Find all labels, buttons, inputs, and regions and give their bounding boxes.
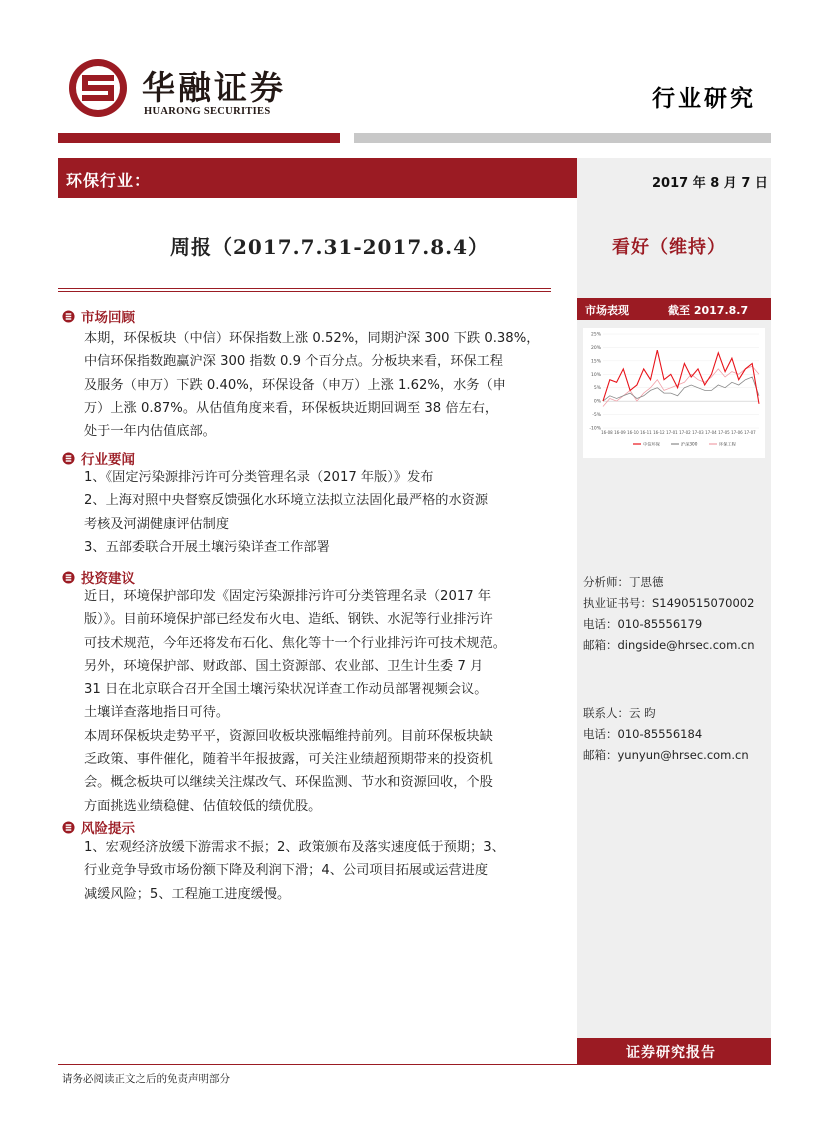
- analyst-name: 丁思德: [629, 575, 664, 589]
- x-tick-label: 17-07: [744, 430, 756, 435]
- x-tick-label: 17-02: [679, 430, 691, 435]
- chart-panel-label: 市场表现: [585, 304, 629, 317]
- contact-name: 云 昀: [629, 706, 656, 720]
- y-tick-label: -10%: [589, 426, 601, 432]
- body-line: 会。概念板块可以继续关注煤改气、环保监测、节水和资源回收，个股: [84, 775, 493, 791]
- body-line: 1、《固定污染源排污许可分类管理名录（2017 年版）》发布: [84, 470, 434, 485]
- section-heading-text: 风险提示: [81, 821, 135, 837]
- rating-label: 看好（维持）: [612, 237, 726, 258]
- series-line: [603, 350, 759, 404]
- tel-label: 电话：: [583, 727, 618, 741]
- section-bullet-icon: [62, 821, 75, 834]
- y-tick-label: 20%: [590, 345, 601, 351]
- report-date: 2017 年 8 月 7 日: [652, 176, 768, 191]
- body-line: 3、五部委联合开展土壤污染详查工作部署: [84, 539, 330, 555]
- tel-number: 010-85556184: [617, 727, 703, 741]
- contact-name-row: [583, 703, 749, 724]
- huarong-logo-icon: [68, 58, 128, 118]
- title-rule-2: [58, 291, 551, 292]
- body-line: 中信环保指数跑赢沪深 300 指数 0.9 个百分点。分板块来看，环保工程: [84, 354, 503, 370]
- mail-address[interactable]: yunyun@hrsec.com.cn: [617, 748, 749, 762]
- footer-band-label: 证券研究报告: [626, 1045, 716, 1061]
- report-title: 周报（2017.7.31-2017.8.4）: [170, 235, 490, 259]
- legend-label: 环保工程: [719, 441, 736, 447]
- contact-mail-row: [583, 745, 749, 766]
- section-heading-industry-news: [62, 448, 135, 468]
- body-line: 近日，环境保护部印发《固定污染源排污许可分类管理名录（2017 年: [84, 589, 492, 604]
- x-tick-label: 17-05: [718, 430, 730, 435]
- analyst-name-row: [583, 572, 755, 593]
- mail-label: 邮箱：: [583, 748, 618, 762]
- body-line: 减缓风险；5、工程施工进度缓慢。: [84, 886, 291, 902]
- x-tick-label: 17-06: [731, 430, 743, 435]
- contact-block: [583, 703, 749, 766]
- section-heading-text: 行业要闻: [81, 452, 135, 468]
- contact-role: 联系人：: [583, 706, 629, 720]
- body-line: 行业竞争导致市场份额下降及利润下滑；4、公司项目拓展或运营进度: [84, 863, 489, 879]
- footer-rule: [58, 1064, 771, 1065]
- section-bullet-icon: [62, 571, 75, 584]
- section-bullet-icon: [62, 310, 75, 323]
- section-body-risk: [84, 836, 551, 906]
- legend-label: 中信环保: [643, 441, 660, 447]
- doc-type-title: 行业研究: [652, 85, 756, 112]
- y-tick-label: -5%: [592, 413, 601, 419]
- section-heading-risk: [62, 817, 135, 837]
- analyst-role: 分析师：: [583, 575, 629, 589]
- mail-address[interactable]: dingside@hrsec.com.cn: [617, 638, 755, 652]
- market-chart-box: [583, 328, 765, 458]
- y-tick-label: 5%: [593, 386, 601, 392]
- analyst-block: [583, 572, 755, 656]
- body-line: 方面挑选业绩稳健、估值较低的绩优股。: [84, 798, 322, 814]
- cert-number: S1490515070002: [652, 596, 755, 610]
- body-line: 及服务（申万）下跌 0.40%，环保设备（申万）上涨 1.62%，水务（申: [84, 377, 506, 393]
- body-line: 万）上涨 0.87%。从估值角度来看，环保板块近期回调至 38 倍左右，: [84, 400, 499, 416]
- y-tick-label: 10%: [590, 372, 601, 378]
- section-body-industry-news: [84, 466, 551, 559]
- disclaimer-text: 请务必阅读正文之后的免责声明部分: [62, 1073, 230, 1085]
- body-line: 处于一年内估值底部。: [84, 424, 216, 440]
- mail-label: 邮箱：: [583, 638, 618, 652]
- body-line: 另外，环境保护部、财政部、国土资源部、农业部、卫生计生委 7 月: [84, 658, 484, 674]
- series-line: [603, 377, 759, 401]
- analyst-cert-row: [583, 593, 755, 614]
- section-body-market-review: [84, 327, 551, 443]
- cert-label: 执业证书号：: [583, 596, 652, 610]
- section-bullet-icon: [62, 452, 75, 465]
- x-tick-label: 16-09: [614, 430, 626, 435]
- market-performance-chart: [583, 328, 765, 458]
- contact-tel-row: [583, 724, 749, 745]
- x-tick-label: 17-04: [705, 430, 717, 435]
- y-tick-label: 0%: [593, 399, 601, 405]
- body-line: 考核及河湖健康评估制度: [84, 516, 230, 532]
- body-line: 本期，环保板块（中信）环保指数上涨 0.52%，同期沪深 300 下跌 0.38%，: [84, 331, 540, 346]
- title-rule: [58, 288, 551, 289]
- tel-label: 电话：: [583, 617, 618, 631]
- legend-label: 沪深300: [681, 441, 698, 447]
- header-bar-gray: [354, 133, 771, 143]
- x-tick-label: 16-10: [627, 430, 639, 435]
- chart-panel-date: 截至 2017.8.7: [668, 304, 749, 317]
- analyst-tel-row: [583, 614, 755, 635]
- body-line: 2、上海对照中央督察反馈强化水环境立法拟立法固化最严格的水资源: [84, 493, 489, 509]
- body-line: 乏政策、事件催化，随着半年报披露，可关注业绩超预期带来的投资机: [84, 752, 493, 768]
- y-tick-label: 25%: [590, 332, 601, 338]
- x-tick-label: 16-08: [601, 430, 613, 435]
- x-tick-label: 17-03: [692, 430, 704, 435]
- section-heading-market-review: [62, 306, 135, 326]
- body-line: 本周环保板块走势平平，资源回收板块涨幅维持前列。目前环保板块缺: [84, 728, 493, 744]
- body-line: 可技术规范，今年还将发布石化、焦化等十一个行业排污许可技术规范。: [84, 635, 506, 651]
- analyst-mail-row: [583, 635, 755, 656]
- x-tick-label: 16-12: [653, 430, 665, 435]
- body-line: 土壤详查落地指日可待。: [84, 705, 230, 721]
- body-line: 31 日在北京联合召开全国土壤污染状况详查工作动员部署视频会议。: [84, 682, 488, 698]
- section-heading-text: 投资建议: [81, 571, 135, 587]
- brand-name-en: HUARONG SECURITIES: [144, 106, 271, 117]
- brand-name-cn: 华融证券: [142, 68, 286, 107]
- industry-label: 环保行业：: [66, 171, 152, 190]
- y-tick-label: 15%: [590, 359, 601, 365]
- series-line: [603, 366, 759, 406]
- tel-number: 010-85556179: [617, 617, 703, 631]
- section-heading-investment-advice: [62, 567, 135, 587]
- x-tick-label: 16-11: [640, 430, 652, 435]
- section-body-investment-advice: [84, 585, 551, 818]
- body-line: 版）》。目前环境保护部已经发布火电、造纸、钢铁、水泥等行业排污许: [84, 612, 493, 628]
- body-line: 1、宏观经济放缓下游需求不振；2、政策颁布及落实速度低于预期；3、: [84, 840, 505, 855]
- section-heading-text: 市场回顾: [81, 310, 135, 326]
- header-bar-red: [58, 133, 340, 143]
- x-tick-label: 17-01: [666, 430, 678, 435]
